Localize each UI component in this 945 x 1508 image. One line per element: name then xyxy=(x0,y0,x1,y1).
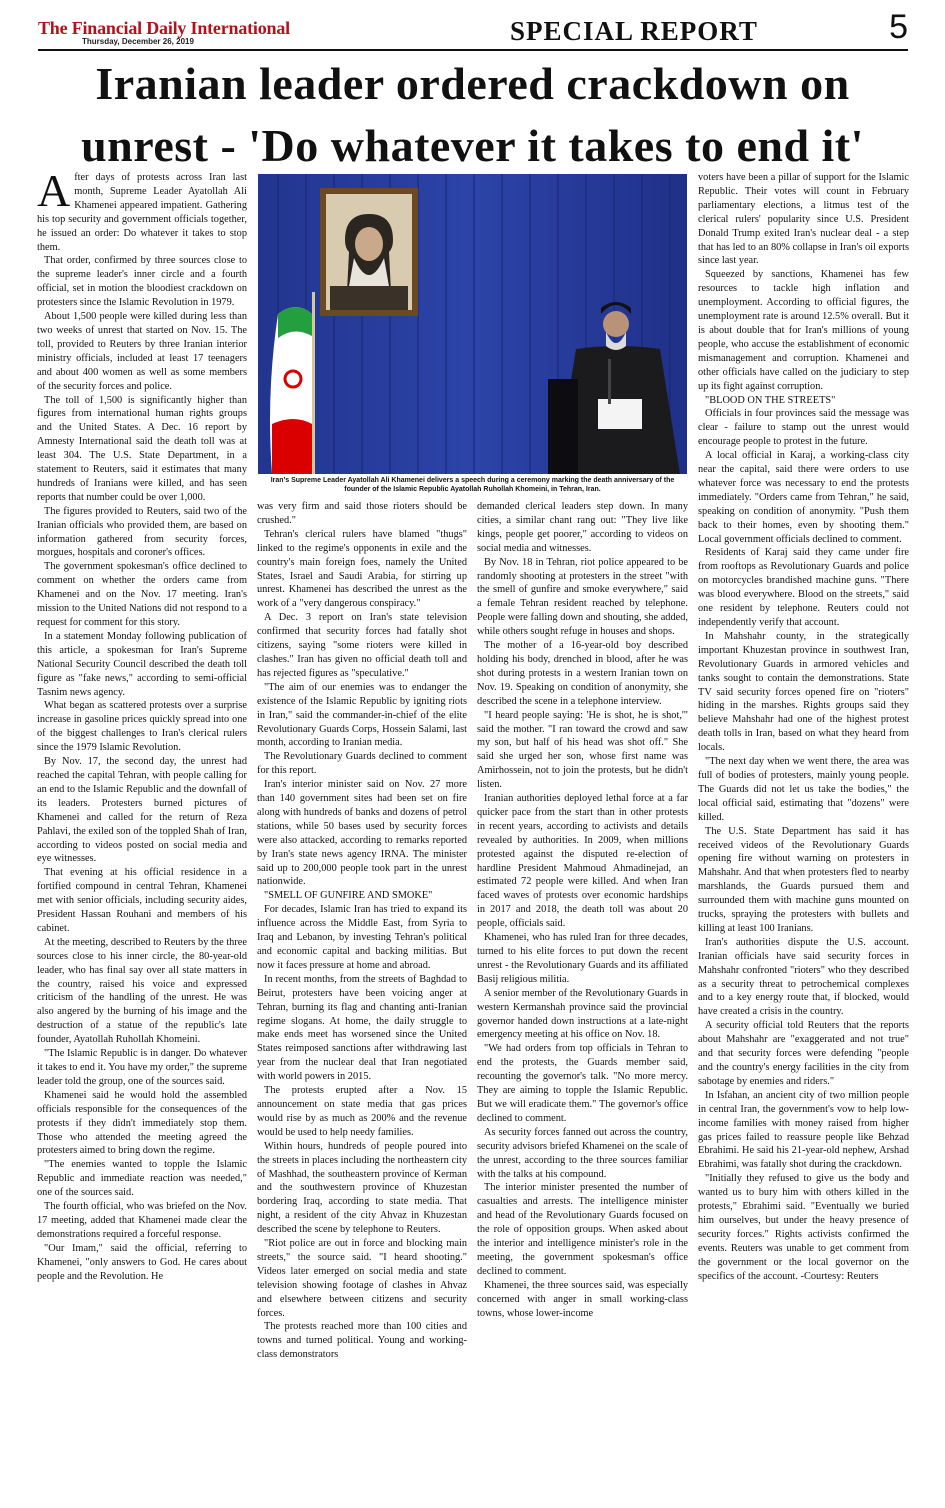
article-paragraph: "We had orders from top officials in Tehran to end the protests, the Guards member said, recounting the governor's talk. "No more mercy. They are aiming to topple the Islamic Republic. But we will eradicate them." The governor's office declined to comment. xyxy=(477,1043,688,1124)
article-paragraph: That order, confirmed by three sources close to the supreme leader's inner circle and a fourth official, set in motion the bloodiest crackdown on protesters since the Islamic Revolution in 1979. xyxy=(37,255,247,309)
issue-date: Thursday, December 26, 2019 xyxy=(82,37,194,46)
article-paragraph: "The next day when we went there, the area was full of bodies of protesters, mainly young people. The Guards did not let us take the bodies," the local official said, estimating that "dozens" were killed. xyxy=(698,756,909,823)
article-paragraph: In recent months, from the streets of Baghdad to Beirut, protesters have been voicing anger at Tehran, burning its flag and chanting anti-Iranian regime slogans. At home, the daily struggle to make ends meet has worsened since the United States reimposed sanctions after withdrawing last year from the nuclear deal that Iran negotiated with world powers in 2015. xyxy=(257,973,467,1083)
masthead xyxy=(38,8,908,52)
article-paragraph: Residents of Karaj said they came under fire from rooftops as Revolutionary Guards and police on motorcycles brandished machine guns. "There was blood everywhere. Blood on the streets," said one resident by telephone. Reuters could not independently verify that account. xyxy=(698,547,909,628)
portrait-frame xyxy=(320,188,418,316)
article-paragraph: The government spokesman's office declined to comment on whether the orders came from Khamenei and on the Nov. 17 meeting. Iran's mission to the United Nations did not respond to a request for comment for this story. xyxy=(37,561,247,628)
article-paragraph: voters have been a pillar of support for the Islamic Republic. Their votes will count in February parliamentary elections, a litmus test of the clerical rulers' popularity since U.S. President Donald Trump exited Iran's nuclear deal - a step that has led to an 80% collapse in Iran's oil exports since last year. xyxy=(698,172,909,267)
paragraph-text: fter days of protests across Iran last month, Supreme Leader Ayatollah Ali Khamenei appeared impatient. Gathering his top security and government officials together, he issued an order: Do whatever it takes to stop them. xyxy=(37,172,247,253)
article-paragraph: About 1,500 people were killed during less than two weeks of unrest that started on Nov. 15. The toll, provided to Reuters by three Iranian interior ministry officials, included at least 17 teenagers and about 400 women as well as some members of the security forces and police. xyxy=(37,311,247,392)
article-paragraph xyxy=(37,165,247,254)
photo-caption: Iran's Supreme Leader Ayatollah Ali Khamenei delivers a speech during a ceremony marking the death anniversary of the founder of the Islamic Republic Ayatollah Ruhollah Khomeini, in Tehran, Iran. xyxy=(270,477,675,493)
article-paragraph: Iranian authorities deployed lethal force at a far quicker pace from the start than in other protests in recent years, according to activists and details revealed by authorities. In 2009, when millions protested against the disputed re-election of hardline President Mahmoud Ahmadinejad, an estimated 72 people were killed. And when Iran faced waves of protests over economic hardships in 2017 and 2018, the death toll was about 20 people, officials said. xyxy=(477,793,688,930)
newspaper-name: The Financial Daily International xyxy=(38,18,290,38)
article-column-4 xyxy=(698,171,909,1284)
article-paragraph: A senior member of the Revolutionary Guards in western Kermanshah province said the provincial governor handed down instructions at a late-night emergency meeting at his office on Nov. 18. xyxy=(477,987,688,1041)
article-paragraph: "Riot police are out in force and blocking main streets," the source said. "I heard shooting." Videos later emerged on social media and state television showing footage of clashes in Ahvaz and elsewhere between citizens and security forces. xyxy=(257,1238,467,1319)
article-paragraph: The protests reached more than 100 cities and towns and turned political. Young and working-class demonstrators xyxy=(257,1321,467,1361)
article-paragraph: "I heard people saying: 'He is shot, he is shot,'" said the mother. "I ran toward the crowd and saw my son, but half of his head was shot off." She said she urged her son, whose first name was Amirhossein, not to join the protests, but he didn't listen. xyxy=(477,709,688,791)
article-paragraph: The mother of a 16-year-old boy described holding his body, drenched in blood, after he was shot during protests in a western Iranian town on Nov. 19. Speaking on condition of anonymity, she described the scene in a telephone interview. xyxy=(477,640,688,707)
article-paragraph: What began as scattered protests over a surprise increase in gasoline prices quickly spread into one of the biggest challenges to Iran's clerical rulers since the 1979 Islamic Revolution. xyxy=(37,700,247,754)
article-paragraph: The Revolutionary Guards declined to comment for this report. xyxy=(257,751,467,777)
article-paragraph: "The Islamic Republic is in danger. Do whatever it takes to end it. You have my order," the supreme leader told the group, one of the sources said. xyxy=(37,1048,247,1087)
subheading: "SMELL OF GUNFIRE AND SMOKE" xyxy=(264,890,433,902)
article-paragraph: At the meeting, described to Reuters by the three sources close to his inner circle, the 80-year-old leader, who has final say over all state matters in the country, raised his voice and expressed criticism of the handling of the unrest. He was also angered by the burning of his image and the destruction of a statue of the republic's late founder, Ayatollah Ruhollah Khomeini. xyxy=(37,936,247,1046)
article-paragraph: The toll of 1,500 is significantly higher than figures from international human rights groups and the United States. A Dec. 16 report by Amnesty International said the death toll was at least 304. The U.S. State Department, in a statement to Reuters, said it estimates that many hundreds of Iranians were killed, and has seen reports that number could be over 1,000. xyxy=(37,394,247,503)
article-paragraph: "Initially they refused to give us the body and wanted us to bury him with others killed in the protests," Ebrahimi said. "Eventually we buried him ourselves, but under the heavy presence of security forces." Rights activists confirmed the events. Reuters was unable to get comment from the government or the local governor on the specifics of the account. -Courtesy: Reuters xyxy=(698,1173,909,1282)
article-paragraph: The U.S. State Department has said it has received videos of the Revolutionary Guards opening fire without warning on protesters in Mahshahr. And that when protesters fled to nearby marshlands, the Guards pursued them and surrounded them with machine guns mounted on trucks, spraying the protesters with bullets and killing at least 100 Iranians. xyxy=(698,825,909,934)
subheading: "BLOOD ON THE STREETS" xyxy=(705,394,836,406)
article-paragraph: A security official told Reuters that the reports about Mahshahr are "exaggerated and not true" and that security forces were defending "people and the country's energy facilities in the city from sabotage by enemies and riders." xyxy=(698,1020,909,1087)
article-column-1 xyxy=(37,165,247,1284)
article-paragraph: Khamenei, the three sources said, was especially concerned with anger in small working-class towns, whose lower-income xyxy=(477,1279,688,1319)
section-title: SPECIAL REPORT xyxy=(510,16,758,46)
page-number: 5 xyxy=(889,8,908,46)
article-paragraph: A local official in Karaj, a working-class city near the capital, said there were orders to use whatever force was necessary to end the protests immediately. "Orders came from Tehran," he said, speaking on condition of anonymity. "Push them back to their homes, even by shooting them." Local government officials declined to comment. xyxy=(698,450,909,545)
drop-cap: A xyxy=(37,165,71,216)
article-paragraph: Khamenei, who has ruled Iran for three decades, turned to his elite forces to put down the recent unrest - the Revolutionary Guards and its affiliated Basij religious militia. xyxy=(477,932,688,985)
article-paragraph: was very firm and said those rioters should be crushed." xyxy=(257,501,467,526)
article-paragraph: A Dec. 3 report on Iran's state television confirmed that security forces had fatally shot citizens, saying "some rioters were killed in clashes." Iran has given no official death toll and has rejected figures as "speculative." xyxy=(257,612,467,679)
article-paragraph: In a statement Monday following publication of this article, a spokesman for Iran's Supreme National Security Council described the death toll figure as "fake news," according to semi-official Tasnim news agency. xyxy=(37,630,247,698)
article-paragraph: "Our Imam," said the official, referring to Khamenei, "only answers to God. He cares about people and the Revolution. He xyxy=(37,1242,247,1282)
article-paragraph: The figures provided to Reuters, said two of the Iranian officials who provided them, are based on information gathered from security forces, morgues, hospitals and coroner's offices. xyxy=(37,505,247,559)
article-paragraph: Iran's authorities dispute the U.S. account. Iranian officials have said security forces in Mahshahr confronted "rioters" who they described as a security threat to petrochemical complexes and to a key energy route that, if blocked, would have created a crisis in the country. xyxy=(698,936,909,1018)
article-paragraph: Within hours, hundreds of people poured into the streets in places including the northeastern city of Mashhad, the southeastern province of Kerman and the southwestern province of Khuzestan bordering Iraq, according to state media. That night, a resident of the city Ahvaz in Khuzestan described the scene by telephone to Reuters. xyxy=(257,1140,467,1236)
article-column-2 xyxy=(257,500,467,1362)
article-paragraph: In Isfahan, an ancient city of two million people in central Iran, the government's vow to help low-income families with money raised from higher gas prices failed to reassure people like Behzad Ebrahimi. He said his 21-year-old nephew, Arshad Ebrahimi, was fatally shot during the crackdown. xyxy=(698,1089,909,1171)
article-paragraph: Officials in four provinces said the message was clear - failure to stamp out the unrest would encourage people to protest in the future. xyxy=(698,408,909,448)
article-paragraph: "The enemies wanted to topple the Islamic Republic and immediate reaction was needed," one of the sources said. xyxy=(37,1159,247,1199)
khamenei-speech-photo xyxy=(258,174,687,474)
article-paragraph: Tehran's clerical rulers have blamed "thugs" linked to the regime's opponents in exile and the country's main foreign foes, namely the United States, Israel and Saudi Arabia, for stirring up unrest. Khamenei has described the unrest as the work of a "very dangerous conspiracy." xyxy=(257,528,467,610)
headline: Iranian leader ordered crackdown on unrest - 'Do whatever it takes to end it' xyxy=(81,58,864,171)
article-paragraph: By Nov. 17, the second day, the unrest had reached the capital Tehran, with people calling for an end to the Islamic Republic and the downfall of its leaders. Protesters burned pictures of Khamenei and called for the return of Reza Pahlavi, the exiled son of the toppled Shah of Iran, according to videos posted on social media and eye witnesses. xyxy=(37,756,247,865)
article-paragraph: "The aim of our enemies was to endanger the existence of the Islamic Republic by igniting riots in Iran," said the commander-in-chief of the elite Revolutionary Guards Corps, Hossein Salami, last month, according to Iranian media. xyxy=(257,681,467,749)
article-paragraph: By Nov. 18 in Tehran, riot police appeared to be randomly shooting at protesters in the street "with the smell of gunfire and smoke everywhere," said a female Tehran resident reached by telephone. People were falling down and shouting, she added, while others sought refuge in houses and shops. xyxy=(477,556,688,638)
article-paragraph: As security forces fanned out across the country, security advisors briefed Khamenei on the scale of the unrest, according to the three sources familiar with the talks at his compound. xyxy=(477,1126,688,1180)
article-paragraph: demanded clerical leaders step down. In many cities, a similar chant rang out: "They live like kings, people get poorer," according to videos on social media and witnesses. xyxy=(477,501,688,554)
article-paragraph: In Mahshahr county, in the strategically important Khuzestan province in southwest Iran, Revolutionary Guards in armored vehicles and tanks sought to contain the demonstrations. State TV said security forces opened fire on "rioters" hiding in the marshes. Rights groups said they believe Mahshahr had one of the highest protest death tolls in Iran, based on what they heard from locals. xyxy=(698,630,909,754)
article-paragraph: The protests erupted after a Nov. 15 announcement on state media that gas prices would rise by as much as 200% and the revenue would be used to help needy families. xyxy=(257,1085,467,1138)
article-paragraph: Iran's interior minister said on Nov. 27 more than 140 government sites had been set on fire along with hundreds of banks and dozens of petrol stations, while 50 bases used by security forces were also attacked, according to remarks reported by Iran's state news agency IRNA. The minister said up to 200,000 people took part in the unrest nationwide. xyxy=(257,779,467,888)
article-paragraph: That evening at his official residence in a fortified compound in central Tehran, Khamenei met with senior officials, including security aides, President Hassan Rouhani and members of his cabinet. xyxy=(37,867,247,934)
article-column-3 xyxy=(477,500,688,1320)
header-rule xyxy=(38,49,908,51)
article-paragraph: The fourth official, who was briefed on the Nov. 17 meeting, added that Khamenei made clear the demonstrations required a forceful response. xyxy=(37,1201,247,1240)
article-paragraph: For decades, Islamic Iran has tried to expand its influence across the Middle East, from Syria to Iraq and Lebanon, by investing Tehran's political and economic capital and backing militias. But now it faces pressure at home and abroad. xyxy=(257,904,467,971)
article-paragraph: Khamenei said he would hold the assembled officials responsible for the consequences of the protests if they didn't immediately stop them. Those who attended the meeting agreed the protesters aimed to bring down the regime. xyxy=(37,1089,247,1157)
article-paragraph: The interior minister presented the number of casualties and arrests. The intelligence minister and head of the Revolutionary Guards focused on the role of opposition groups. When asked about the interior and intelligence minister's role in the meeting, the government spokesman's office declined to comment. xyxy=(477,1182,688,1277)
article-paragraph: Squeezed by sanctions, Khamenei has few resources to tackle high inflation and unemployment. According to official figures, the unemployment rate is around 12.5% overall. But it is about double that for Iran's millions of young people, who accuse the establishment of economic mismanagement and corruption. Khamenei and other officials have called on the judiciary to step up its fight against corruption. xyxy=(698,269,909,392)
